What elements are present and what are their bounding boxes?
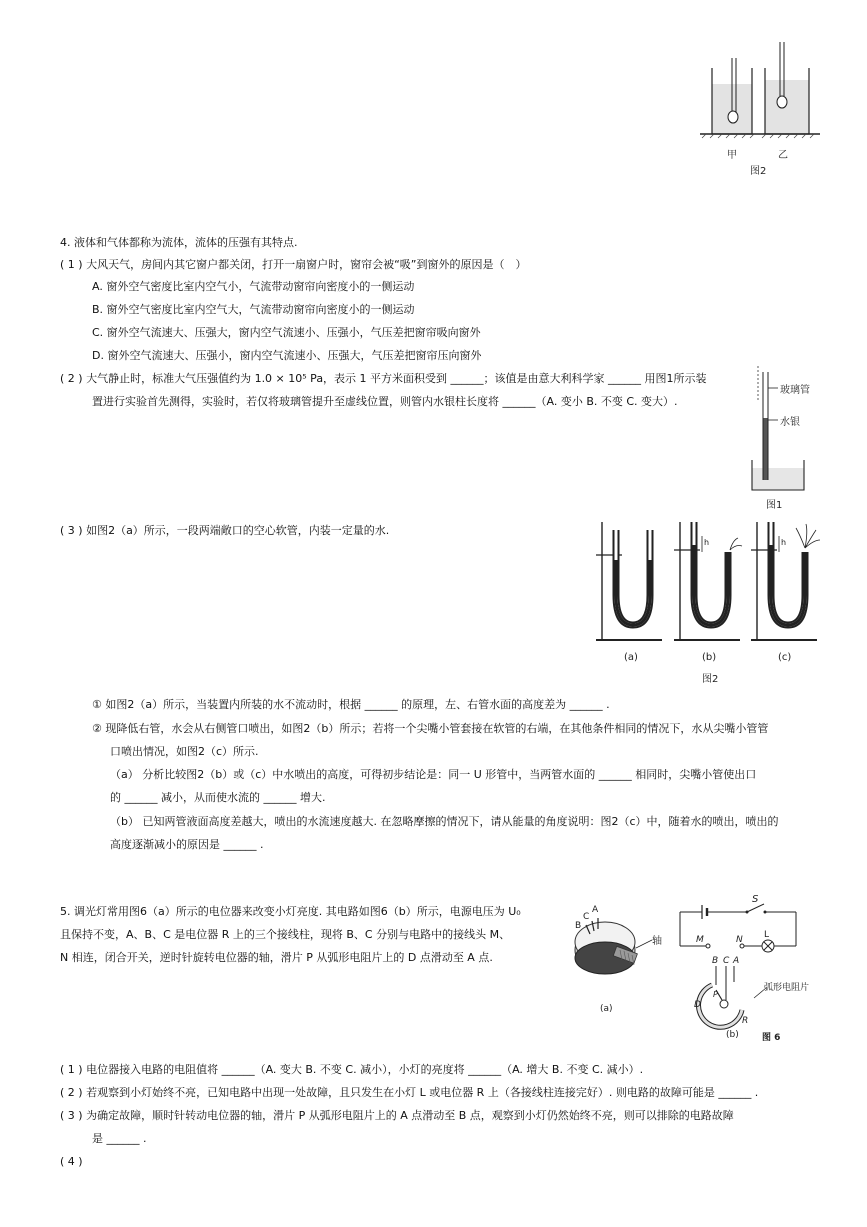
q5-p3-line2: 是 ______ . — [92, 1132, 147, 1145]
fig1-caption: 图1 — [766, 500, 783, 511]
q4-p2-line2: 置进行实验首先测得，实验时，若仅将玻璃管提升至虚线位置，则管内水银柱长度将 ______（A. 变小 B. 不变 C. 变大）. — [92, 395, 678, 408]
utube-label-b: (b) — [702, 652, 717, 663]
q4-p3-item2-line2: 口喷出情况，如图2（c）所示. — [110, 745, 259, 758]
q4-p1-option-d: D. 窗外空气流速大、压强小，窗内空气流速小、压强大，气压差把窗帘压向窗外 — [92, 349, 482, 362]
circuit-label-n: N — [736, 935, 743, 945]
pot-b-label-c: C — [723, 956, 730, 966]
utube-caption: 图2 — [702, 674, 719, 685]
utube-h-label-b: h — [704, 538, 710, 547]
utube-label-a: (a) — [624, 652, 638, 663]
pot-b-label-r: R — [742, 1016, 749, 1026]
q4-p1-option-c: C. 窗外空气流速大、压强大，窗内空气流速小、压强小，气压差把窗帘吸向窗外 — [92, 326, 481, 339]
q4-intro: 4. 液体和气体都称为流体，流体的压强有其特点. — [60, 236, 298, 249]
fig6-number: 图 6 — [762, 1033, 781, 1043]
pot-b-label-p: P — [713, 990, 718, 999]
pot-b-label-arc: 弧形电阻片 — [764, 983, 810, 993]
q5-line1: 5. 调光灯常用图6（a）所示的电位器来改变小灯亮度. 其电路如图6（b）所示，电源电压为 U₀ — [60, 905, 521, 918]
fig6-caption-b: (b) — [726, 1030, 739, 1040]
pot-label-a: A — [592, 905, 599, 915]
q5-p2: ( 2 ) 若观察到小灯始终不亮，已知电路中出现一处故障，且只发生在小灯 L 或电位器 R 上（各接线柱连接完好）. 则电路的故障可能是 ______ . — [60, 1086, 759, 1099]
label-jia: 甲 — [727, 150, 737, 161]
q5-line2: 且保持不变，A、B、C 是电位器 R 上的三个接线柱，现将 B、C 分别与电路中的接线头 M、 — [60, 928, 511, 941]
pot-b-label-d: D — [694, 1000, 701, 1010]
pot-b-label-a: A — [733, 956, 740, 966]
q4-p3-b-line1: （b） 已知两管液面高度差越大，喷出的水流速度越大. 在忽略摩擦的情况下，请从能量的角度说明：图2（c）中，随着水的喷出，喷出的 — [110, 815, 779, 828]
utube-label-c: (c) — [778, 652, 792, 663]
q4-p3-b-line2: 高度逐渐减小的原因是 ______ . — [110, 838, 264, 851]
fig6-caption-a: (a) — [600, 1004, 613, 1014]
q4-p3-a-line1: （a） 分析比较图2（b）或（c）中水喷出的高度，可得初步结论是：同一 U 形管中，当两管水面的 ______ 相同时，尖嘴小管使出口 — [110, 768, 757, 781]
pot-label-c: C — [583, 912, 590, 922]
q5-p3-line1: ( 3 ) 为确定故障，顺时针转动电位器的轴，滑片 P 从弧形电阻片上的 A 点滑动至 B 点，观察到小灯仍然始终不亮，则可以排除的电路故障 — [60, 1109, 734, 1122]
q4-p2-line1: ( 2 ) 大气静止时，标准大气压强值约为 1.0 × 10⁵ Pa，表示 1 平方米面积受到 ______；该值是由意大利科学家 ______ 用图1所示装 — [60, 372, 707, 385]
q4-p3-a-line2: 的 ______ 减小，从而使水流的 ______ 增大. — [110, 791, 326, 804]
fig1-label-mercury: 水银 — [780, 417, 800, 428]
q5-line3: N 相连，闭合开关，逆时针旋转电位器的轴，滑片 P 从弧形电阻片上的 D 点滑动至 A 点. — [60, 951, 493, 964]
label-yi: 乙 — [778, 150, 788, 161]
fig1-label-tube: 玻璃管 — [780, 385, 810, 396]
q4-p3-item2-line1: ② 现降低右管，水会从右侧管口喷出，如图2（b）所示；若将一个尖嘴小管套接在软管的右端，在其他条件相同的情况下，水从尖嘴小管管 — [92, 722, 769, 735]
pot-label-axis: 轴 — [652, 936, 662, 947]
pot-b-label-b: B — [712, 956, 719, 966]
q5-p4: ( 4 ) — [60, 1155, 83, 1168]
fig-top-caption: 图2 — [750, 166, 767, 177]
q4-p3-stem: ( 3 ) 如图2（a）所示，一段两端敞口的空心软管，内装一定量的水. — [60, 524, 390, 537]
q4-p1-option-b: B. 窗外空气密度比室内空气大，气流带动窗帘向密度小的一侧运动 — [92, 303, 415, 316]
circuit-label-l: L — [764, 930, 770, 940]
q4-p3-item1: ① 如图2（a）所示，当装置内所装的水不流动时，根据 ______ 的原理，左、右管水面的高度差为 ______ . — [92, 698, 610, 711]
q4-p1-option-a: A. 窗外空气密度比室内空气小，气流带动窗帘向密度小的一侧运动 — [92, 280, 415, 293]
q4-p1-stem: ( 1 ) 大风天气，房间内其它窗户都关闭，打开一扇窗户时，窗帘会被“吸”到窗外的原因是（ ） — [60, 258, 527, 271]
pot-label-b: B — [575, 921, 582, 931]
q5-p1: ( 1 ) 电位器接入电路的电阻值将 ______（A. 变大 B. 不变 C. 减小），小灯的亮度将 ______（A. 增大 B. 不变 C. 减小）. — [60, 1063, 644, 1076]
circuit-label-s: S — [752, 894, 759, 905]
utube-h-label-c: h — [781, 538, 787, 547]
circuit-label-m: M — [696, 935, 704, 945]
